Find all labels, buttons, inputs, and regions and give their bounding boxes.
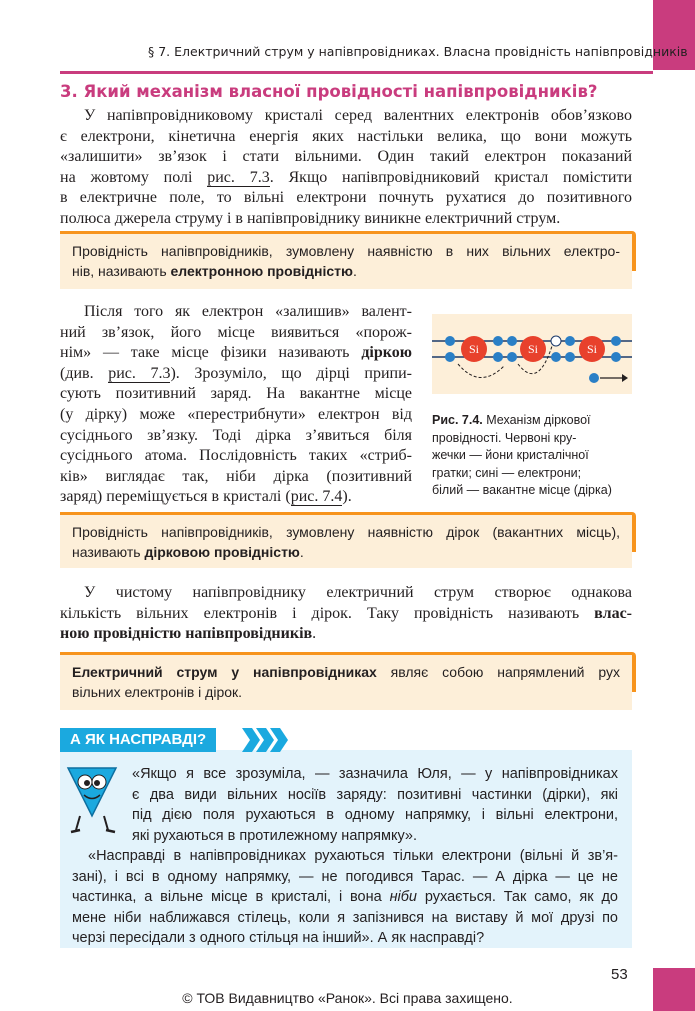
jump-arrow [458, 364, 504, 378]
para2-line: (див. рис. 7.3). Зрозуміло, що дірці припи- [60, 364, 412, 382]
definition-line: нів, називають електронною провідністю. [72, 263, 357, 279]
sidebar-tab-title: А ЯК НАСПРАВДІ? [60, 728, 216, 752]
dialog-line: під дією поля рухаються в одному напрямку, і вільні електрони, [132, 807, 618, 823]
para3-line: У чистому напівпровіднику електричний струм створює однакова [84, 584, 632, 601]
definition-line: вільних електронів і дірок. [72, 684, 243, 700]
definition-box-current [60, 652, 632, 710]
dialog-julia [132, 764, 618, 846]
para3-line: ною провідністю напівпровідників. [60, 625, 317, 643]
caption-line: білий — вакантне місце (дірка) [432, 483, 612, 497]
dialog-line: є два види вільних носіїв заряду: позитивні частинки (дірки), які [132, 786, 618, 803]
paragraph-2 [60, 302, 412, 508]
figure-ref-link[interactable]: рис. 7.3 [108, 364, 171, 382]
term-hole: діркою [361, 344, 412, 362]
term-electron-conductivity: електронною провідністю [170, 263, 353, 279]
term-hole-conductivity: дірковою провідністю [144, 544, 300, 560]
definition-line: Провідність напівпровідників, зумовлену наявністю в них вільних електро- [72, 243, 620, 259]
term-intrinsic-conductivity: ною провідністю напівпровідників [60, 625, 313, 643]
dialog-line: «Насправді в напівпровідниках рухаються тільки електрони (вільні й зв’я- [88, 848, 618, 864]
ion-label: Si [586, 342, 598, 356]
caption-line: провідності. Червоні кру- [432, 430, 577, 445]
ion-label: Si [468, 342, 480, 356]
para2-line: ний зв’язок, його місце виявиться «порож- [60, 323, 412, 341]
figure-7-4 [432, 314, 632, 394]
para2-line: Після того як електрон «залишив» валент- [84, 303, 412, 320]
chevron-arrows-icon [242, 728, 296, 752]
term-current-in-semiconductors: Електричний струм у напівпровідниках [72, 664, 377, 680]
para1-line: на жовтому полі рис. 7.3. Якщо напівпровідниковий кристал помістити [60, 168, 633, 186]
dialog-line: зані), і всі в одному напрямку, — не погодився Тарас. — А дірка — це не [72, 868, 618, 885]
para1-line: в електричне поле, то вільні електрони почнуть рухатися до позитивного [60, 189, 632, 207]
dialog-taras [72, 846, 618, 949]
copyright-notice: © ТОВ Видавництво «Ранок». Всі права захищено. [182, 990, 513, 1006]
hole-marker [551, 336, 561, 346]
para3-line: кількість вільних електронів і дірок. Таку провідність називають влас- [60, 604, 632, 622]
para1-line: У напівпровідниковому кристалі серед валентних електронів обов’язково [84, 107, 632, 124]
para2-line: ків» виглядає так, ніби дірка (позитивний [60, 467, 412, 485]
definition-line: називають дірковою провідністю. [72, 544, 304, 560]
para2-line: сусіднього атома. Послідовність таких «стриб- [60, 447, 412, 465]
figure-ref-link[interactable]: рис. 7.4 [290, 488, 343, 506]
para2-line: (у дірку) може «перестрибнути» електрон від [60, 405, 412, 423]
para2-line: заряд) переміщується в кристалі (рис. 7.4). [60, 488, 352, 506]
para1-line: полюса джерела струму і в напівпровіднику виникне електричний струм. [60, 209, 561, 227]
figure-caption: Рис. 7.4. Механізм діркової провідності. Червоні кру- жечки — йони кристалічної гратки; сині — електрони; білий — вакантне місце (дірка) [432, 412, 637, 500]
page-number: 53 [611, 966, 628, 983]
direction-arrowhead [622, 374, 628, 382]
dialog-line: які рухаються в протилежному напрямку». [132, 827, 417, 844]
definition-box-electron [60, 231, 632, 289]
caption-line: жечки — йони кристалічної [432, 448, 589, 462]
definition-line: Електричний струм у напівпровідниках являє собою напрямлений рух [72, 664, 620, 680]
caption-label: Рис. 7.4. [432, 413, 483, 427]
ion-label: Si [527, 342, 539, 356]
dialog-line: «Якщо я все зрозуміла, — зазначила Юля, — у напівпровідниках [132, 766, 618, 782]
page-corner-bar-top [653, 0, 695, 70]
mascot-triangle-icon [64, 760, 120, 838]
para1-line: «залишити» зв’язок і стати вільними. Один такий електрон показаний [60, 148, 632, 166]
dialog-line: черзі пересідали з одного стільця на інший». А як насправді? [72, 930, 485, 946]
para1-line: є електрони, кінетична енергія яких настільки велика, що вони можуть [60, 127, 632, 145]
paragraph-1 [60, 106, 632, 230]
running-header: § 7. Електричний струм у напівпровідниках. Власна провідність напівпровідників [148, 44, 688, 59]
hole-conduction-diagram [432, 314, 632, 394]
dialog-line: частинка, а вільне місце в кристалі, і вона ніби рухається. Так само, як до [72, 889, 618, 905]
definition-box-hole [60, 512, 632, 568]
definition-line: Провідність напівпровідників, зумовлену наявністю дірок (вакантних місць), [72, 524, 620, 540]
figure-ref-link[interactable]: рис. 7.3 [207, 168, 270, 186]
para2-line: нім» — таке місце фізики називають діркою [60, 344, 412, 362]
header-rule [60, 71, 653, 74]
para2-line: сують позитивний заряд. На вакантне місце [60, 385, 412, 403]
dialog-line: мене ніби наближався стілець, коли я запізнився на виставу й мої друзі по [72, 909, 618, 926]
caption-line: гратки; сині — електрони; [432, 465, 582, 480]
section-title: 3. Який механізм власної провідності напівпровідників? [60, 82, 598, 101]
paragraph-3 [60, 583, 632, 645]
para2-line: сусіднього зв’язку. Тоді дірка з’явиться біля [60, 426, 412, 444]
